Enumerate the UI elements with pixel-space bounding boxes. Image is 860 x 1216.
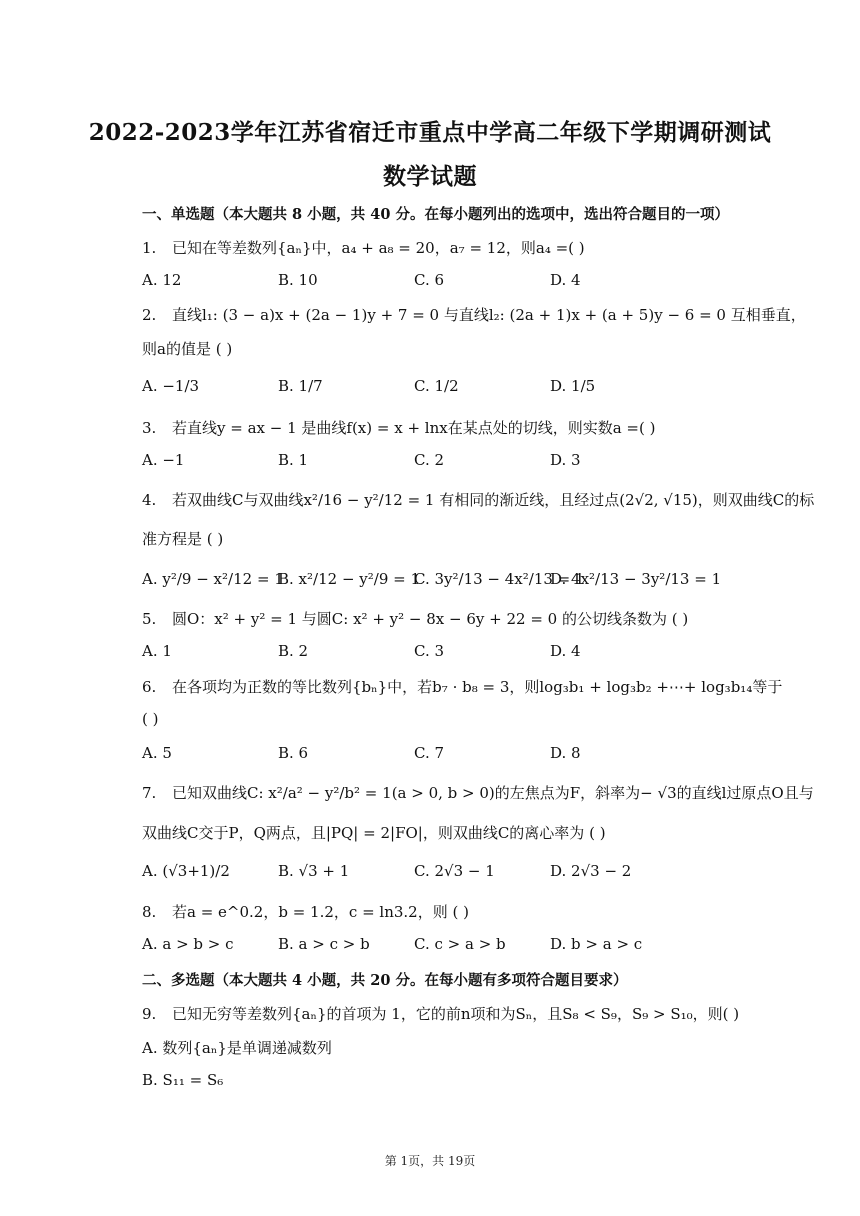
option-c: C. 7 [414, 744, 445, 762]
option-a: A. (√3+1)/2 [142, 862, 230, 880]
question-8 [142, 901, 469, 922]
option-a: A. −1/3 [142, 377, 200, 395]
question-text: 直线l₁: (3 − a)x + (2a − 1)y + 7 = 0 与直线l₂: (2a + 1)x + (a + 5)y − 6 = 0 互相垂直， [172, 306, 806, 324]
option-a: A. a > b > c [142, 935, 234, 953]
question-6 [142, 676, 782, 697]
option-b: B. a > c > b [278, 935, 370, 953]
question-5 [142, 608, 688, 629]
question-3 [142, 417, 655, 438]
question-number: 5. [142, 610, 157, 628]
option-c: C. 3y²/13 − 4x²/13 = 1 [414, 570, 585, 588]
question-text: 在各项均为正数的等比数列{bₙ}中，若b₇ · b₈ = 3，则log₃b₁ + log₃b₂ +⋯+ log₃b₁₄等于 [172, 678, 783, 696]
option-c: C. 1/2 [414, 377, 459, 395]
option-c: C. 2 [414, 451, 445, 469]
question-text: 已知无穷等差数列{aₙ}的首项为 1，它的前n项和为Sₙ，且S₈ < S₉，S₉ > S₁₀，则( ) [172, 1005, 740, 1023]
section-heading-single-choice: 一、单选题（本大题共 8 小题，共 40 分。在每小题列出的选项中，选出符合题目的一项） [142, 206, 729, 223]
option-b: B. 1 [278, 451, 309, 469]
question-text-continued: 则a的值是 ( ) [142, 340, 233, 358]
option-a: A. 12 [142, 271, 182, 289]
option-c: C. c > a > b [414, 935, 506, 953]
question-number: 6. [142, 678, 157, 696]
page-footer: 第 1页，共 19页 [384, 1154, 476, 1168]
question-4 [142, 489, 814, 510]
exam-subtitle: 数学试题 [383, 163, 477, 190]
question-number: 2. [142, 306, 157, 324]
question-text: 若直线y = ax − 1 是曲线f(x) = x + lnx在某点处的切线，则实数a =( ) [172, 419, 656, 437]
question-text-continued: 准方程是 ( ) [142, 530, 224, 548]
option-b: B. 6 [278, 744, 309, 762]
question-text: 圆O：x² + y² = 1 与圆C: x² + y² − 8x − 6y + 22 = 0 的公切线条数为 ( ) [172, 610, 689, 628]
option-d: D. 4x²/13 − 3y²/13 = 1 [550, 570, 722, 588]
option-d: D. 8 [550, 744, 581, 762]
question-text: 若双曲线C与双曲线x²/16 − y²/12 = 1 有相同的渐近线，且经过点(2√2, √15)，则双曲线C的标 [172, 491, 815, 509]
option-a: A. 5 [142, 744, 172, 762]
question-text-continued: 双曲线C交于P，Q两点，且|PQ| = 2|FO|，则双曲线C的离心率为 ( ) [142, 824, 606, 842]
exam-title: 2022-2023学年江苏省宿迁市重点中学高二年级下学期调研测试 [88, 119, 772, 146]
question-text: 已知双曲线C: x²/a² − y²/b² = 1(a > 0, b > 0)的左焦点为F，斜率为− √3的直线l过原点O且与 [172, 784, 814, 802]
question-1 [142, 237, 585, 258]
option-d: D. 3 [550, 451, 581, 469]
question-number: 4. [142, 491, 157, 509]
option-d: D. 2√3 − 2 [550, 862, 632, 880]
question-text: 已知在等差数列{aₙ}中，a₄ + a₈ = 20，a₇ = 12，则a₄ =( ) [172, 239, 585, 257]
option-c: C. 2√3 − 1 [414, 862, 495, 880]
option-a: A. y²/9 − x²/12 = 1 [142, 570, 284, 588]
question-2 [142, 304, 806, 325]
question-number: 7. [142, 784, 157, 802]
question-text: 若a = e^0.2，b = 1.2，c = ln3.2，则 ( ) [172, 903, 469, 921]
section-heading-multi-choice: 二、多选题（本大题共 4 小题，共 20 分。在每小题有多项符合题目要求） [142, 972, 628, 989]
option-b: B. √3 + 1 [278, 862, 350, 880]
option-b: B. x²/12 − y²/9 = 1 [278, 570, 421, 588]
option-a: A. −1 [142, 451, 185, 469]
question-text-continued: ( ) [142, 710, 159, 728]
question-number: 8. [142, 903, 157, 921]
option-b: B. S₁₁ = S₆ [142, 1071, 224, 1089]
question-9 [142, 1003, 739, 1024]
option-b: B. 1/7 [278, 377, 323, 395]
option-b: B. 2 [278, 642, 309, 660]
question-number: 9. [142, 1005, 157, 1023]
option-c: C. 3 [414, 642, 445, 660]
option-a: A. 1 [142, 642, 172, 660]
option-d: D. 1/5 [550, 377, 596, 395]
option-a: A. 数列{aₙ}是单调递减数列 [142, 1039, 332, 1057]
option-d: D. b > a > c [550, 935, 643, 953]
question-number: 3. [142, 419, 157, 437]
option-d: D. 4 [550, 642, 581, 660]
option-b: B. 10 [278, 271, 318, 289]
option-d: D. 4 [550, 271, 581, 289]
option-c: C. 6 [414, 271, 445, 289]
question-7 [142, 782, 814, 803]
question-number: 1. [142, 239, 157, 257]
